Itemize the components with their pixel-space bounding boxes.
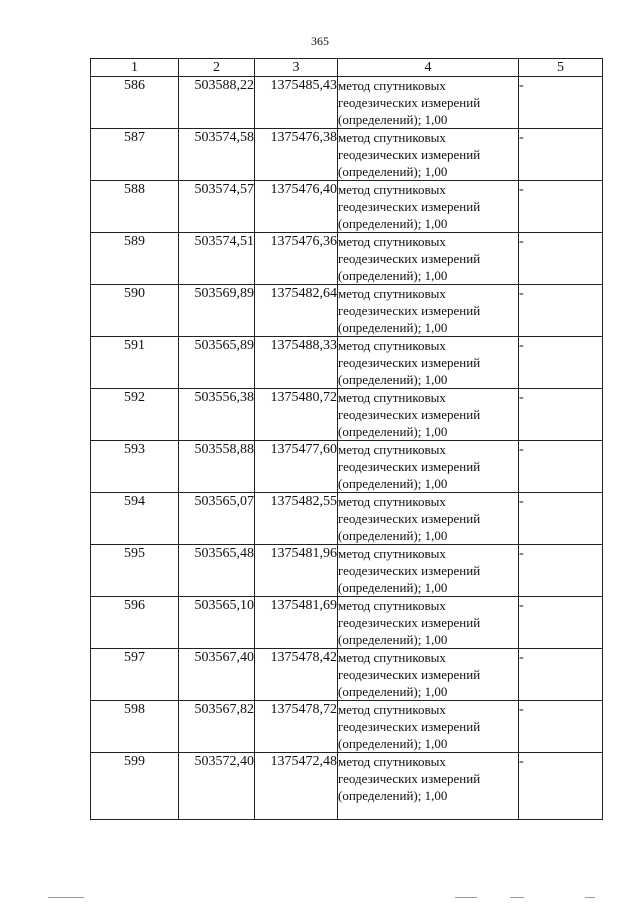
note-cell: -	[519, 701, 603, 753]
table-row	[91, 493, 603, 545]
table-row	[91, 441, 603, 493]
note-cell: -	[519, 77, 603, 129]
method-line-1: метод спутниковых	[338, 442, 446, 457]
method-line-3: (определений); 1,00	[338, 684, 448, 699]
method-line-1: метод спутниковых	[338, 754, 446, 769]
method-line-3: (определений); 1,00	[338, 528, 448, 543]
footer-mark	[455, 897, 477, 898]
point-number-cell: 598	[91, 701, 179, 753]
method-line-3: (определений); 1,00	[338, 216, 448, 231]
point-number-cell: 597	[91, 649, 179, 701]
method-line-1: метод спутниковых	[338, 650, 446, 665]
method-cell	[338, 545, 519, 597]
method-line-2: геодезических измерений	[338, 303, 481, 318]
column-header-5: 5	[519, 59, 603, 77]
point-number-cell: 593	[91, 441, 179, 493]
method-cell	[338, 493, 519, 545]
method-line-2: геодезических измерений	[338, 95, 481, 110]
x-coordinate-cell: 503574,58	[179, 129, 255, 181]
method-line-3: (определений); 1,00	[338, 736, 448, 751]
x-coordinate-cell: 503588,22	[179, 77, 255, 129]
x-coordinate-cell: 503565,89	[179, 337, 255, 389]
method-line-2: геодезических измерений	[338, 615, 481, 630]
table-row	[91, 285, 603, 337]
x-coordinate-cell: 503565,10	[179, 597, 255, 649]
x-coordinate-cell: 503556,38	[179, 389, 255, 441]
footer-marks	[0, 895, 640, 901]
coordinates-table	[90, 58, 603, 820]
note-cell: -	[519, 597, 603, 649]
method-cell	[338, 337, 519, 389]
method-line-3: (определений); 1,00	[338, 268, 448, 283]
note-cell: -	[519, 545, 603, 597]
method-cell	[338, 285, 519, 337]
method-line-3: (определений); 1,00	[338, 476, 448, 491]
table-row	[91, 337, 603, 389]
method-line-3: (определений); 1,00	[338, 112, 448, 127]
point-number-cell: 588	[91, 181, 179, 233]
method-line-1: метод спутниковых	[338, 390, 446, 405]
table-header	[91, 59, 603, 77]
y-coordinate-cell: 1375481,96	[255, 545, 338, 597]
method-cell	[338, 649, 519, 701]
table-row	[91, 233, 603, 285]
method-line-1: метод спутниковых	[338, 702, 446, 717]
method-cell	[338, 181, 519, 233]
point-number-cell: 599	[91, 753, 179, 820]
method-line-2: геодезических измерений	[338, 355, 481, 370]
method-line-3: (определений); 1,00	[338, 788, 448, 803]
method-line-1: метод спутниковых	[338, 598, 446, 613]
y-coordinate-cell: 1375482,64	[255, 285, 338, 337]
table-row	[91, 701, 603, 753]
y-coordinate-cell: 1375488,33	[255, 337, 338, 389]
header-row	[91, 59, 603, 77]
point-number-cell: 590	[91, 285, 179, 337]
point-number-cell: 589	[91, 233, 179, 285]
method-line-3: (определений); 1,00	[338, 580, 448, 595]
method-line-2: геодезических измерений	[338, 459, 481, 474]
method-cell	[338, 389, 519, 441]
table-row	[91, 181, 603, 233]
method-line-2: геодезических измерений	[338, 719, 481, 734]
y-coordinate-cell: 1375476,36	[255, 233, 338, 285]
method-line-2: геодезических измерений	[338, 251, 481, 266]
note-cell: -	[519, 649, 603, 701]
y-coordinate-cell: 1375480,72	[255, 389, 338, 441]
column-header-2: 2	[179, 59, 255, 77]
table-row	[91, 597, 603, 649]
method-line-3: (определений); 1,00	[338, 424, 448, 439]
method-cell	[338, 701, 519, 753]
method-line-3: (определений); 1,00	[338, 632, 448, 647]
x-coordinate-cell: 503574,51	[179, 233, 255, 285]
method-cell	[338, 753, 519, 820]
x-coordinate-cell: 503574,57	[179, 181, 255, 233]
method-line-1: метод спутниковых	[338, 182, 446, 197]
table-row	[91, 129, 603, 181]
column-header-4: 4	[338, 59, 519, 77]
method-line-2: геодезических измерений	[338, 511, 481, 526]
method-line-3: (определений); 1,00	[338, 164, 448, 179]
x-coordinate-cell: 503558,88	[179, 441, 255, 493]
method-line-1: метод спутниковых	[338, 130, 446, 145]
y-coordinate-cell: 1375481,69	[255, 597, 338, 649]
table-row	[91, 389, 603, 441]
note-cell: -	[519, 337, 603, 389]
note-cell: -	[519, 129, 603, 181]
y-coordinate-cell: 1375485,43	[255, 77, 338, 129]
point-number-cell: 594	[91, 493, 179, 545]
method-line-1: метод спутниковых	[338, 78, 446, 93]
y-coordinate-cell: 1375472,48	[255, 753, 338, 820]
method-line-1: метод спутниковых	[338, 494, 446, 509]
method-line-2: геодезических измерений	[338, 771, 481, 786]
note-cell: -	[519, 753, 603, 820]
table-row	[91, 545, 603, 597]
method-line-1: метод спутниковых	[338, 338, 446, 353]
method-line-2: геодезических измерений	[338, 667, 481, 682]
table-body	[91, 77, 603, 820]
y-coordinate-cell: 1375476,38	[255, 129, 338, 181]
x-coordinate-cell: 503565,48	[179, 545, 255, 597]
point-number-cell: 595	[91, 545, 179, 597]
note-cell: -	[519, 389, 603, 441]
method-line-1: метод спутниковых	[338, 286, 446, 301]
method-cell	[338, 441, 519, 493]
method-line-3: (определений); 1,00	[338, 320, 448, 335]
method-line-3: (определений); 1,00	[338, 372, 448, 387]
method-cell	[338, 129, 519, 181]
footer-mark	[48, 897, 84, 898]
y-coordinate-cell: 1375476,40	[255, 181, 338, 233]
method-line-2: геодезических измерений	[338, 147, 481, 162]
x-coordinate-cell: 503567,40	[179, 649, 255, 701]
table-row	[91, 77, 603, 129]
page-number: 365	[311, 34, 329, 48]
point-number-cell: 587	[91, 129, 179, 181]
method-cell	[338, 597, 519, 649]
x-coordinate-cell: 503569,89	[179, 285, 255, 337]
column-header-3: 3	[255, 59, 338, 77]
x-coordinate-cell: 503572,40	[179, 753, 255, 820]
x-coordinate-cell: 503567,82	[179, 701, 255, 753]
method-cell	[338, 233, 519, 285]
column-header-1: 1	[91, 59, 179, 77]
y-coordinate-cell: 1375482,55	[255, 493, 338, 545]
method-line-2: геодезических измерений	[338, 199, 481, 214]
point-number-cell: 592	[91, 389, 179, 441]
note-cell: -	[519, 441, 603, 493]
footer-mark	[585, 897, 595, 898]
table-row	[91, 649, 603, 701]
footer-mark	[510, 897, 524, 898]
method-line-1: метод спутниковых	[338, 546, 446, 561]
method-line-1: метод спутниковых	[338, 234, 446, 249]
method-line-2: геодезических измерений	[338, 407, 481, 422]
point-number-cell: 591	[91, 337, 179, 389]
note-cell: -	[519, 493, 603, 545]
x-coordinate-cell: 503565,07	[179, 493, 255, 545]
y-coordinate-cell: 1375477,60	[255, 441, 338, 493]
note-cell: -	[519, 233, 603, 285]
point-number-cell: 586	[91, 77, 179, 129]
point-number-cell: 596	[91, 597, 179, 649]
y-coordinate-cell: 1375478,72	[255, 701, 338, 753]
y-coordinate-cell: 1375478,42	[255, 649, 338, 701]
table-row	[91, 753, 603, 820]
note-cell: -	[519, 285, 603, 337]
method-line-2: геодезических измерений	[338, 563, 481, 578]
note-cell: -	[519, 181, 603, 233]
method-cell	[338, 77, 519, 129]
